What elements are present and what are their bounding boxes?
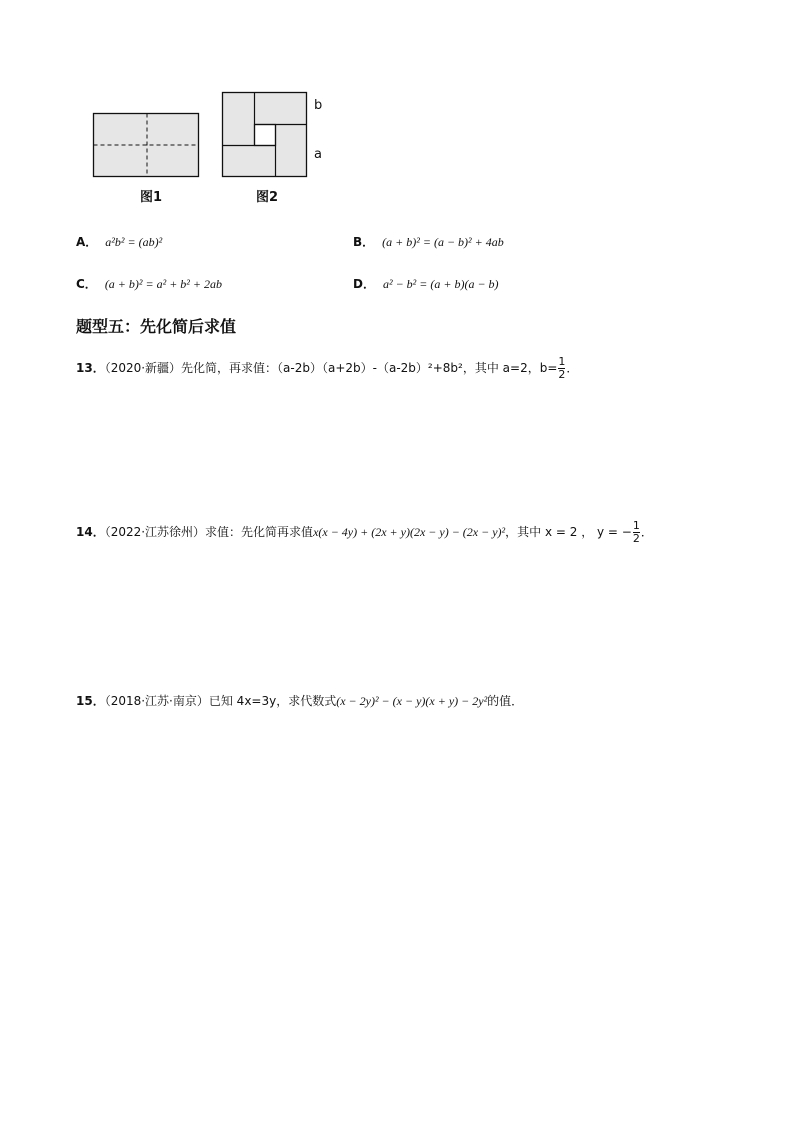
figure-1 [92,112,202,180]
fig2-caption: 图2 [256,190,279,205]
q14-frac-num: 1 [632,519,640,532]
option-a [76,233,162,250]
q13-number: 13． [76,361,105,375]
q15-end: 的值． [487,694,524,708]
q14-number: 14． [76,525,105,539]
q13-fraction [558,356,565,381]
fig2-center-square [255,125,276,146]
figure-2 [221,91,309,179]
q15-text: （2018·江苏·南京）已知 4x=3y，求代数式 [104,694,337,708]
q14-end: ． [640,525,653,539]
option-d [353,275,499,292]
option-d-label: D． [353,277,375,291]
option-a-expr: a²b² = (ab)² [105,235,163,249]
section-title: 题型五：先化简后求值 [76,317,237,336]
q13-frac-num: 1 [558,355,566,368]
option-b-expr: (a + b)² = (a − b)² + 4ab [382,235,504,249]
option-b-label: B． [353,235,375,249]
q14-text: （2022·江苏徐州）求值：先化简再求值 [104,525,314,539]
q15-expr: (x − 2y)² − (x − y)(x + y) − 2y² [336,694,488,708]
q15-number: 15． [76,694,105,708]
q14-expr: x(x − 4y) + (2x + y)(2x − y) − (2x − y)² [313,525,506,539]
option-d-expr: a² − b² = (a + b)(a − b) [382,277,499,291]
fig2-label-b: b [314,98,323,113]
q13-frac-den: 2 [558,368,566,381]
q14-fraction [633,520,640,545]
fig1-caption: 图1 [140,190,163,205]
option-c-label: C． [76,277,97,291]
option-c [76,275,222,292]
fig2-label-a: a [314,147,322,162]
q14-cond: ，其中 x = 2 ， y = − [505,525,632,539]
q13-end: ． [566,361,579,375]
question-14 [76,520,653,545]
option-a-label: A． [76,235,98,249]
question-13 [76,356,578,381]
option-c-expr: (a + b)² = a² + b² + 2ab [104,277,222,291]
question-15 [76,692,523,709]
q14-frac-den: 2 [632,532,640,545]
option-b [353,233,504,250]
q13-text: （2020·新疆）先化简，再求值：（a-2b）（a+2b）-（a-2b）²+8b²，其中 a=2，b= [104,361,558,375]
